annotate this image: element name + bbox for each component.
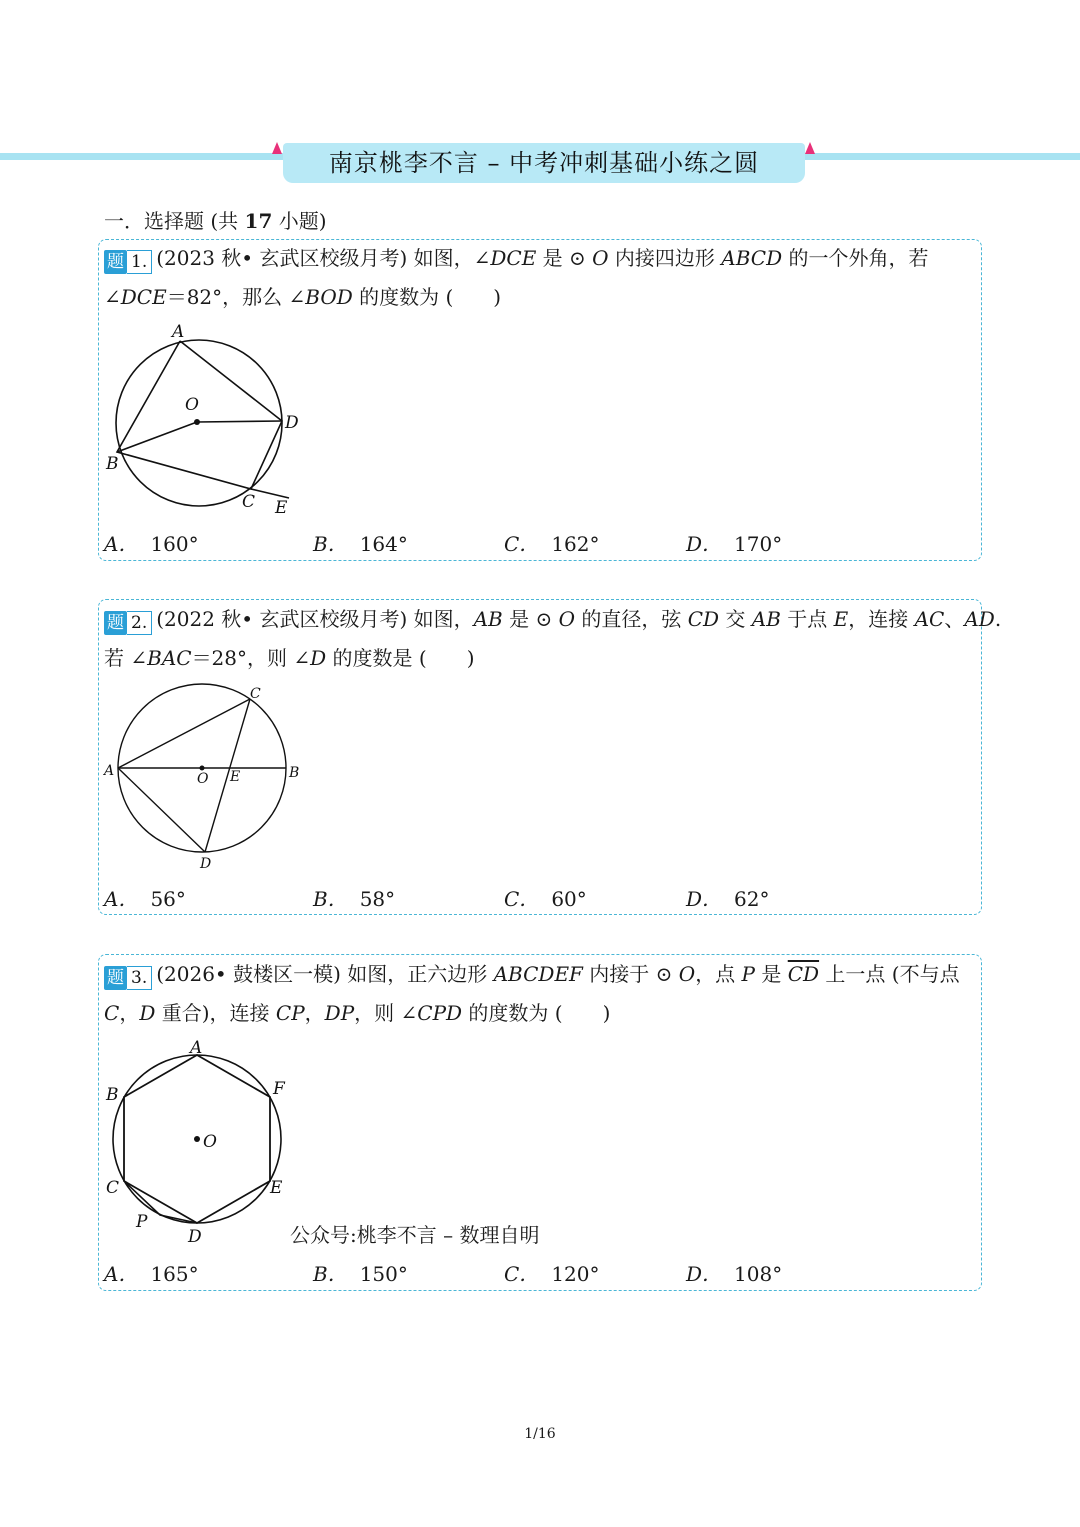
q2-label-d: D: [200, 856, 212, 872]
q2-text: 的直径，弦: [575, 607, 688, 631]
q1-label-c: C: [242, 492, 256, 512]
option-value: 120°: [551, 1262, 600, 1286]
option-value: 150°: [359, 1262, 408, 1286]
q3-text: 上一点 (不与点: [819, 962, 960, 986]
question-3-line2: [104, 999, 610, 1027]
q1-math: ABCD: [721, 246, 783, 270]
q2-math: AC: [914, 607, 945, 631]
question-tag-icon: 题: [104, 966, 127, 990]
section-heading: [104, 205, 327, 234]
option-value: 108°: [734, 1262, 783, 1286]
option-letter: B．: [313, 1262, 348, 1286]
q2-center-dot: [200, 766, 205, 771]
q2-math: ∠BAC: [130, 646, 192, 670]
option-value: 60°: [551, 887, 587, 911]
option-letter: A．: [104, 532, 139, 556]
q1-extension-ce: [251, 489, 289, 498]
q1-label-d: D: [285, 413, 299, 433]
option-value: 162°: [551, 532, 600, 556]
q2-text: ＝28°，则: [191, 646, 294, 670]
question-3-line1: [104, 960, 960, 988]
option-value: 170°: [734, 532, 783, 556]
question-1-number: 1.: [127, 250, 152, 274]
question-3-tag: [104, 964, 152, 988]
q1-math: O: [592, 246, 609, 270]
question-3-figure: [100, 1035, 300, 1250]
section-prefix: 一．选择题 (共: [104, 209, 245, 233]
q1-label-o: O: [185, 395, 199, 415]
option-letter: B．: [313, 532, 348, 556]
question-1-tag: [104, 248, 152, 272]
question-tag-icon: 题: [104, 250, 127, 274]
section-count: 17: [244, 209, 273, 233]
q3-arc-cd: $\overline{CD}$: [787, 962, 820, 986]
q3-math: C: [104, 1001, 120, 1025]
q3-text: ，则: [354, 1001, 401, 1025]
q2-chord-cd: [205, 699, 250, 852]
q2-label-o: O: [197, 771, 209, 787]
q2-text: ，连接: [848, 607, 915, 631]
option-value: 58°: [359, 887, 396, 911]
q1-math: ∠DCE: [473, 246, 537, 270]
q3-math: CP: [275, 1001, 305, 1025]
question-tag-icon: 题: [104, 611, 127, 635]
wechat-note: 公众号:桃李不言 – 数理自明: [290, 1223, 540, 1247]
q2-label-b: B: [289, 765, 300, 781]
q2-chord-ac: [118, 699, 250, 768]
q2-math: O: [558, 607, 575, 631]
q1-text: 的度数为 ( ): [352, 285, 502, 309]
q3-text: ，: [304, 1001, 325, 1025]
q3-math: DP: [324, 1001, 355, 1025]
q2-text: 于点: [780, 607, 834, 631]
q3-label-p: P: [136, 1212, 148, 1232]
q2-math: AB: [473, 607, 503, 631]
option-letter: D．: [686, 532, 723, 556]
q1-label-e: E: [275, 498, 288, 518]
question-1-option-b[interactable]: [313, 528, 408, 557]
q2-label-c: C: [250, 686, 261, 702]
q2-text: .: [994, 607, 1002, 631]
q1-text: ＝82°，那么: [166, 285, 289, 309]
question-1-option-d[interactable]: [686, 528, 782, 557]
q1-math: ∠DCE: [104, 285, 167, 309]
option-letter: C．: [504, 887, 540, 911]
q3-text: ，: [119, 1001, 140, 1025]
option-letter: C．: [504, 1262, 540, 1286]
page-title: 南京桃李不言 – 中考冲刺基础小练之圆: [283, 143, 805, 183]
q1-center-dot: [194, 419, 200, 425]
question-1-figure: [100, 318, 310, 524]
q3-text: 的度数为 ( ): [462, 1001, 611, 1025]
option-value: 165°: [150, 1262, 199, 1286]
q2-text: (2022 秋• 玄武区校级月考) 如图，: [156, 607, 474, 631]
q3-math: ∠CPD: [400, 1001, 463, 1025]
q2-math: ∠D: [293, 646, 327, 670]
q2-text: 若: [104, 646, 131, 670]
q3-label-e: E: [270, 1178, 283, 1198]
q2-math: CD: [687, 607, 720, 631]
question-1-option-a[interactable]: [104, 528, 199, 557]
header-left-triangle-icon: [272, 142, 282, 154]
q3-math: ABCDEF: [493, 962, 583, 986]
question-1-line1: [104, 244, 929, 272]
q3-center-dot: [194, 1136, 200, 1142]
header-right-triangle-icon: [805, 142, 815, 154]
q2-text: 的度数是 ( ): [326, 646, 475, 670]
q2-text: 是 ⊙: [502, 607, 559, 631]
q1-label-a: A: [172, 322, 185, 342]
q2-label-e: E: [230, 769, 241, 785]
question-3-option-a[interactable]: [104, 1258, 199, 1287]
question-2-option-d[interactable]: [686, 883, 770, 912]
question-1-line2: [104, 283, 501, 311]
q3-label-c: C: [106, 1178, 120, 1198]
q3-text: ，点: [695, 962, 742, 986]
q3-math: P: [741, 962, 756, 986]
question-2-option-b[interactable]: [313, 883, 395, 912]
option-letter: A．: [104, 1262, 139, 1286]
q3-math: D: [139, 1001, 156, 1025]
q3-label-d: D: [188, 1227, 202, 1247]
option-value: 160°: [150, 532, 199, 556]
q3-label-b: B: [106, 1085, 119, 1105]
question-1-option-c[interactable]: [504, 528, 600, 557]
q3-text: 内接于 ⊙: [582, 962, 679, 986]
q1-text: 是 ⊙: [536, 246, 593, 270]
option-value: 62°: [734, 887, 770, 911]
q2-chord-ad: [118, 768, 205, 852]
q2-math: AD: [964, 607, 995, 631]
question-2-option-a[interactable]: [104, 883, 186, 912]
q1-label-b: B: [106, 454, 119, 474]
section-suffix: 小题): [272, 209, 327, 233]
q2-text: 交: [719, 607, 752, 631]
question-3-number: 3.: [127, 966, 152, 990]
page-number: 1/16: [524, 1426, 556, 1442]
option-letter: D．: [686, 1262, 723, 1286]
q3-text: 重合)，连接: [155, 1001, 276, 1025]
option-letter: A．: [104, 887, 139, 911]
q2-math: AB: [751, 607, 781, 631]
q1-radius-ob: [117, 422, 197, 452]
q3-text: 是: [755, 962, 788, 986]
question-2-figure: [100, 680, 310, 875]
option-letter: B．: [313, 887, 348, 911]
q1-radius-od: [197, 421, 282, 422]
option-value: 56°: [150, 887, 186, 911]
q1-text: (2023 秋• 玄武区校级月考) 如图，: [156, 246, 474, 270]
q3-label-o: O: [203, 1132, 217, 1152]
question-2-line1: [104, 605, 1001, 633]
option-letter: D．: [686, 887, 723, 911]
q3-label-f: F: [273, 1079, 285, 1099]
question-2-line2: [104, 644, 475, 672]
q2-text: 、: [944, 607, 965, 631]
question-2-option-c[interactable]: [504, 883, 587, 912]
q1-text: 内接四边形: [608, 246, 722, 270]
option-letter: C．: [504, 532, 540, 556]
q1-text: 的一个外角，若: [782, 246, 929, 270]
q2-math: E: [833, 607, 849, 631]
question-3-option-b[interactable]: [313, 1258, 408, 1287]
q3-math: O: [678, 962, 696, 986]
q1-math: ∠BOD: [288, 285, 353, 309]
question-2-tag: [104, 609, 152, 633]
q2-label-a: A: [104, 763, 115, 779]
q3-text: (2026• 鼓楼区一模) 如图，正六边形: [156, 962, 494, 986]
question-2-number: 2.: [127, 611, 152, 635]
question-3-option-c[interactable]: [504, 1258, 600, 1287]
question-3-option-d[interactable]: [686, 1258, 782, 1287]
q3-label-a: A: [190, 1038, 203, 1058]
option-value: 164°: [359, 532, 408, 556]
